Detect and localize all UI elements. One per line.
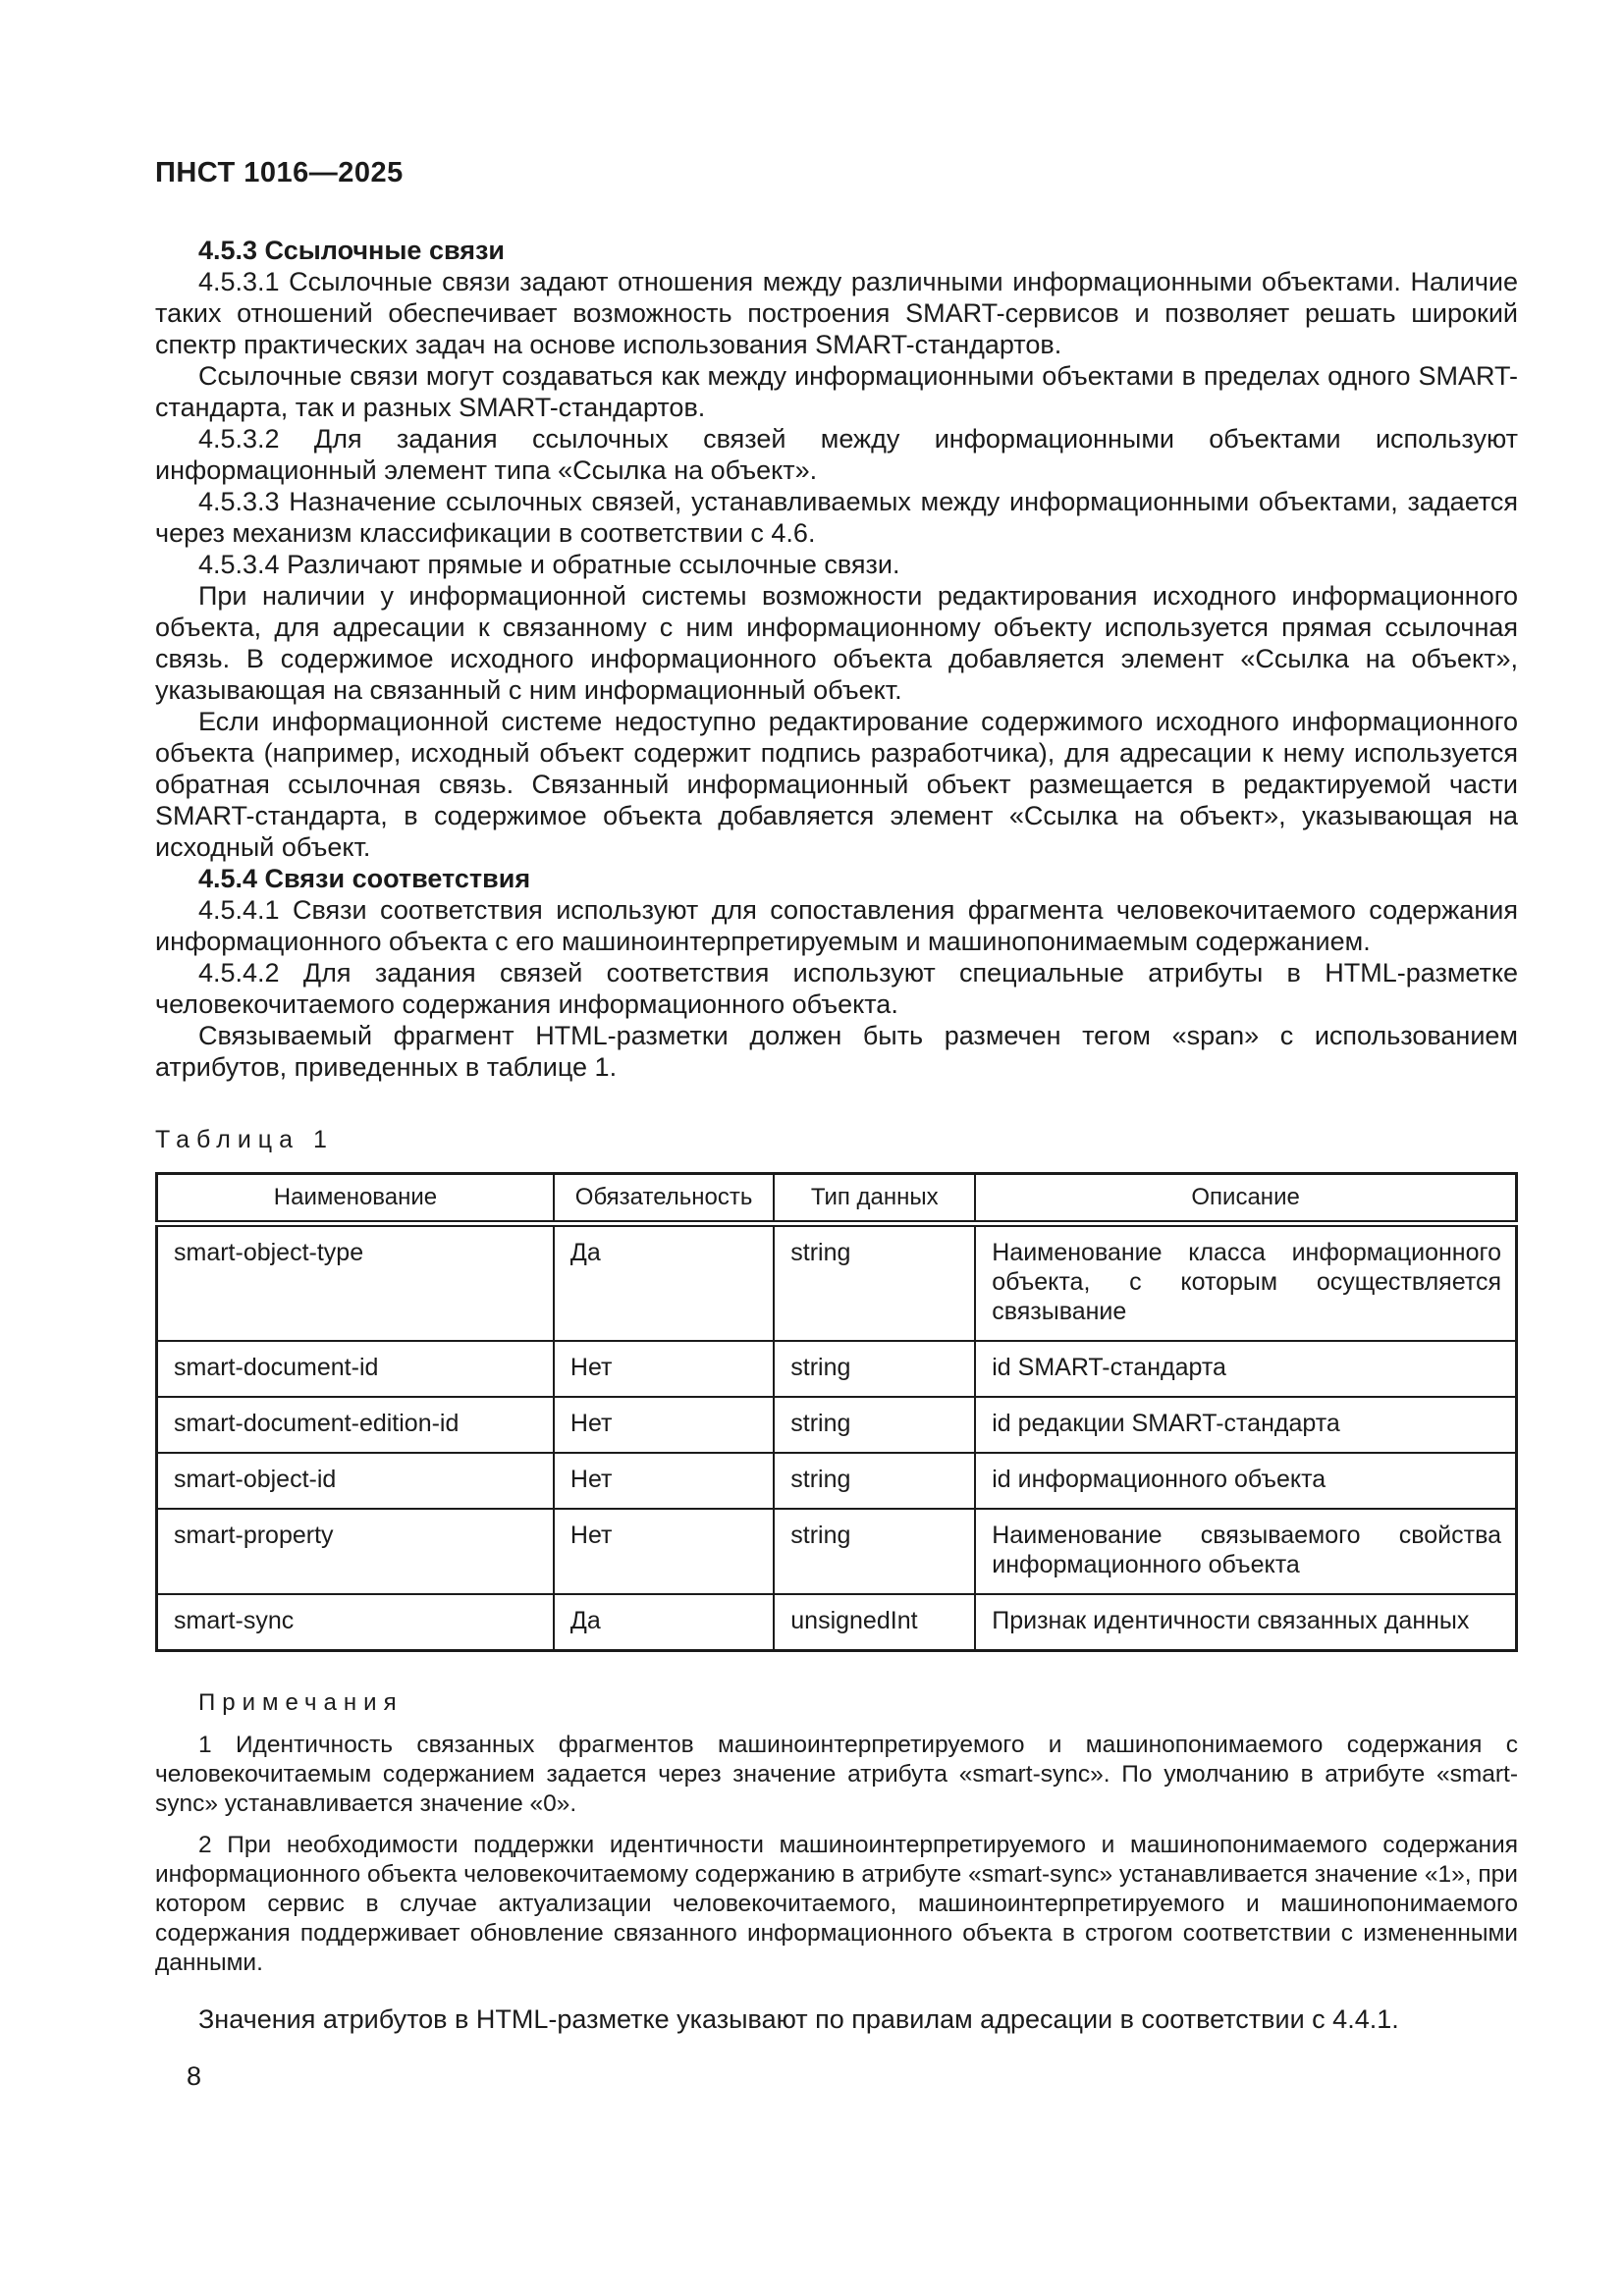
closing-paragraph: Значения атрибутов в HTML-разметке указывают по правилам адресации в соответствии с 4.4.1. [198, 2004, 1399, 2034]
column-header-name: Наименование [157, 1174, 554, 1224]
table-caption: Таблица 1 [155, 1126, 334, 1153]
cell-description: id информационного объекта [975, 1453, 1516, 1509]
cell-type: unsignedInt [774, 1594, 975, 1651]
cell-type: string [774, 1341, 975, 1397]
section-heading-453: 4.5.3 Ссылочные связи [198, 236, 505, 265]
paragraph: 4.5.4.2 Для задания связей соответствия используют специальные атрибуты в HTML-разметке человекочитаемого содержания информационного объекта. [155, 958, 1518, 1019]
cell-name: smart-document-edition-id [157, 1397, 554, 1453]
notes-label: Примечания [198, 1689, 404, 1716]
paragraph: Если информационной системе недоступно редактирование содержимого исходного информационного объекта (например, исходный объект содержит подпись разработчика), для адресации к нему используется обратная ссылочная связь. Связанный информационный объект размещается в редактируемой части SMART-стандарта, в содержимое объекта добавляется элемент «Ссылка на объект», указывающая на исходный объект. [155, 707, 1518, 862]
column-header-description: Описание [975, 1174, 1516, 1224]
cell-required: Нет [554, 1509, 774, 1594]
paragraph: 4.5.3.4 Различают прямые и обратные ссылочные связи. [198, 550, 900, 579]
table-row [157, 1594, 1517, 1651]
note-item: 2 При необходимости поддержки идентичности машиноинтерпретируемого и машинопонимаемого содержания информационного объекта человекочитаемому содержанию в атрибуте «smart-sync» устанавливается значение «1», при котором сервис в случае актуализации человекочитаемого, машиноинтерпретируемого и машинопонимаемого содержания поддерживает обновление связанного информационного объекта в строгом соответствии с измененными данными. [155, 1832, 1518, 1976]
cell-type: string [774, 1397, 975, 1453]
column-header-type: Тип данных [774, 1174, 975, 1224]
table-row [157, 1509, 1517, 1594]
note-item: 1 Идентичность связанных фрагментов машиноинтерпретируемого и машинопонимаемого содержания с человекочитаемым содержанием задается через значение атрибута «smart-sync». По умолчанию в атрибуте «smart-sync» устанавливается значение «0». [155, 1732, 1518, 1817]
cell-required: Нет [554, 1453, 774, 1509]
paragraph: 4.5.3.1 Ссылочные связи задают отношения между различными информационными объектами. Наличие таких отношений обеспечивает возможность построения SMART-сервисов и позволяет решать широкий спектр практических задач на основе использования SMART-стандартов. [155, 267, 1518, 359]
doc-code: ПНСТ 1016—2025 [155, 157, 404, 188]
cell-description: id редакции SMART-стандарта [975, 1397, 1516, 1453]
cell-type: string [774, 1224, 975, 1342]
paragraph: 4.5.4.1 Связи соответствия используют для сопоставления фрагмента человекочитаемого содержания информационного объекта с его машиноинтерпретируемым и машинопонимаемым содержанием. [155, 895, 1518, 956]
cell-name: smart-object-type [157, 1224, 554, 1342]
table-header-row [157, 1174, 1517, 1224]
cell-description: Признак идентичности связанных данных [975, 1594, 1516, 1651]
cell-type: string [774, 1509, 975, 1594]
cell-name: smart-property [157, 1509, 554, 1594]
cell-description: Наименование класса информационного объекта, с которым осуществляется связывание [975, 1224, 1516, 1342]
cell-required: Да [554, 1224, 774, 1342]
table-row [157, 1224, 1517, 1342]
cell-name: smart-object-id [157, 1453, 554, 1509]
page-number: 8 [187, 2061, 202, 2091]
table-row [157, 1341, 1517, 1397]
paragraph: 4.5.3.2 Для задания ссылочных связей между информационными объектами используют информационный элемент типа «Ссылка на объект». [155, 424, 1518, 485]
notes-section [155, 1689, 1518, 1978]
cell-required: Нет [554, 1397, 774, 1453]
paragraph: Ссылочные связи могут создаваться как между информационными объектами в пределах одного SMART-стандарта, так и разных SMART-стандартов. [155, 361, 1518, 422]
cell-name: smart-document-id [157, 1341, 554, 1397]
cell-name: smart-sync [157, 1594, 554, 1651]
cell-description: id SMART-стандарта [975, 1341, 1516, 1397]
cell-description: Наименование связываемого свойства информационного объекта [975, 1509, 1516, 1594]
cell-type: string [774, 1453, 975, 1509]
section-heading-454: 4.5.4 Связи соответствия [198, 864, 531, 893]
attributes-table [155, 1172, 1518, 1652]
table-row [157, 1397, 1517, 1453]
cell-required: Да [554, 1594, 774, 1651]
paragraph: 4.5.3.3 Назначение ссылочных связей, устанавливаемых между информационными объектами, задается через механизм классификации в соответствии с 4.6. [155, 487, 1518, 548]
table-row [157, 1453, 1517, 1509]
column-header-required: Обязательность [554, 1174, 774, 1224]
cell-required: Нет [554, 1341, 774, 1397]
paragraph: При наличии у информационной системы возможности редактирования исходного информационного объекта, для адресации к связанному с ним информационному объекту используется прямая ссылочная связь. В содержимое исходного информационного объекта добавляется элемент «Ссылка на объект», указывающая на связанный с ним информационный объект. [155, 581, 1518, 705]
paragraph: Связываемый фрагмент HTML-разметки должен быть размечен тегом «span» с использованием атрибутов, приведенных в таблице 1. [155, 1021, 1518, 1082]
